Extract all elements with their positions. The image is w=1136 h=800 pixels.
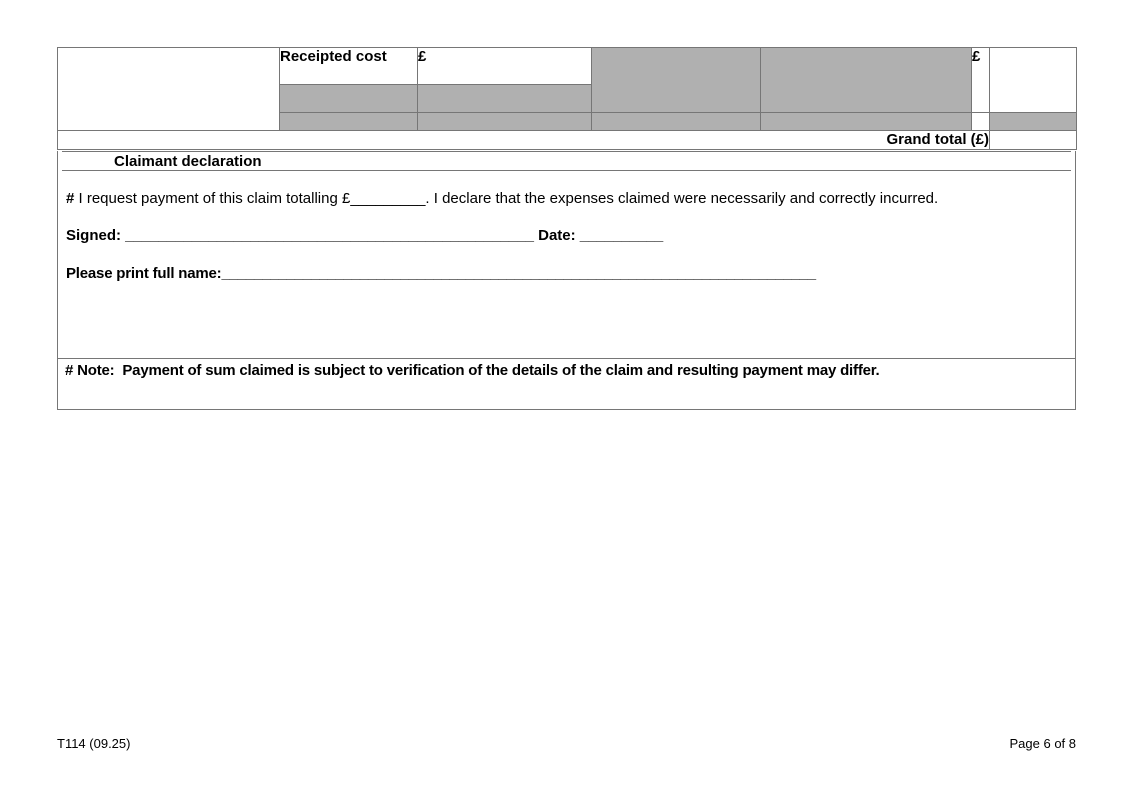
shaded-cell [592, 113, 761, 131]
page-footer [57, 736, 1076, 751]
signed-label: Signed: [66, 227, 126, 245]
shaded-cell [418, 85, 592, 113]
shaded-cell [280, 113, 418, 131]
date-blank: __________ [579, 227, 664, 245]
page-number: Page 6 of 8 [1009, 736, 1076, 751]
signed-date-line [66, 227, 1067, 244]
request-payment-line [66, 190, 1067, 207]
print-name-line [66, 265, 1067, 282]
request-text-after: . I declare that the expenses claimed were necessarily and correctly incurred. [425, 190, 939, 207]
form-content [57, 47, 1076, 410]
name-blank: _________________________________________________________________________ [221, 264, 816, 282]
print-name-label: Please print full name: [66, 264, 222, 282]
empty-narrow-cell [972, 113, 990, 131]
hash-marker: # [66, 190, 75, 207]
amount-entry-cell [990, 48, 1077, 113]
pound-header: £ [418, 48, 592, 85]
request-text-before: I request payment of this claim totalling £ [74, 190, 351, 207]
note-row [58, 358, 1075, 409]
grand-total-label: Grand total (£) [58, 131, 990, 150]
grand-total-value-cell [990, 131, 1077, 150]
shaded-cell [280, 85, 418, 113]
shaded-cell [418, 113, 592, 131]
declaration-body [58, 171, 1075, 358]
shaded-cell [990, 113, 1077, 131]
receipted-cost-header: Receipted cost [280, 48, 418, 85]
shaded-cell [592, 48, 761, 113]
form-reference: T114 (09.25) [57, 736, 131, 751]
empty-left-cell [58, 48, 280, 131]
date-label: Date: [533, 227, 580, 245]
signature-blank: _________________________________________________ [125, 227, 534, 245]
amount-blank: _________ [350, 190, 426, 207]
shaded-cell [761, 113, 972, 131]
shaded-cell [761, 48, 972, 113]
claimant-declaration-section [57, 151, 1076, 410]
note-text: # Note: Payment of sum claimed is subject to verification of the details of the claim and resulting payment may differ. [65, 362, 880, 379]
claimant-declaration-heading: Claimant declaration [62, 151, 1071, 171]
claim-totals-table [57, 47, 1077, 150]
pound-header-right: £ [972, 48, 990, 113]
